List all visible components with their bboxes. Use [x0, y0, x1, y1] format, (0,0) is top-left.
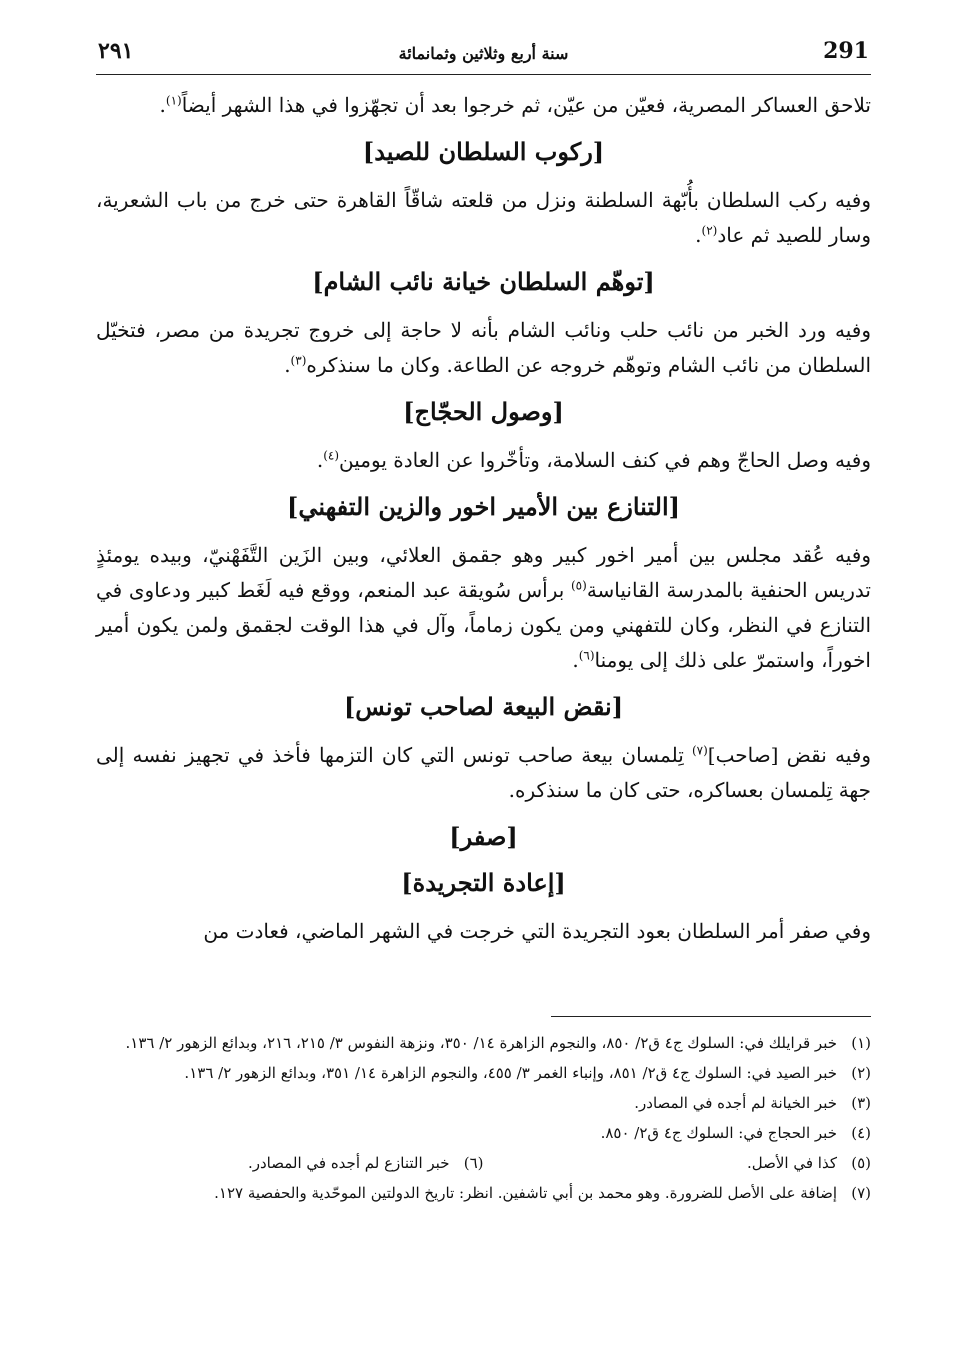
footnotes	[96, 1030, 871, 1210]
section-heading: [إعادة التجريدة]	[401, 868, 566, 897]
section-heading: [نقض البيعة لصاحب تونس]	[343, 692, 624, 721]
paragraph: وفيه نقض [صاحب]$^{(٧)}$ تِلمسان بيعة صاحب تونس التي كان التزمها فأخذ في تجهيز نفسه إلى جهة تِلمسان بعساكره، حتى كان ما سنذكره.	[96, 743, 871, 802]
paragraph: وفيه ورد الخبر من نائب حلب ونائب الشام بأنه لا حاجة إلى خروج تجريدة من مصر، فتخيّل السلطان من نائب الشام وتوهّم خروجه عن الطاعة. وكان ما سنذكره$^{(٣)}$.	[96, 318, 871, 377]
footnote-ref: (٧)	[691, 743, 708, 758]
footnote-ref: (٣)	[290, 353, 307, 368]
paragraph-continued: تلاحق العساكر المصرية، فعيّن من عيّن، ثم خرجوا بعد أن تجهّزوا في هذا الشهر أيضاً$^{(١)}$.	[159, 93, 871, 117]
running-title: سنة أربع وثلاثين وثمانمائة	[398, 44, 569, 63]
footnote-separator	[551, 1016, 871, 1017]
page-number-latin: 291	[823, 38, 869, 64]
footnote-6: (٦) خبر التنازع لم أجده في المصادر.	[247, 1154, 484, 1172]
section-heading: [توهّم السلطان خيانة نائب الشام]	[312, 267, 655, 296]
month-heading: [صفر]	[449, 822, 518, 851]
paragraph: وفيه ركب السلطان بأُبّهة السلطنة ونزل من قلعته شاقّاً القاهرة حتى خرج من باب الشعرية، وسار للصيد ثم عاد$^{(٢)}$.	[96, 188, 871, 247]
footnote-7: (٧) إضافة على الأصل للضرورة. وهو محمد بن أبي تاشفين. انظر: تاريخ الدولتين الموحّدية والحفصية ١٢٧.	[214, 1184, 871, 1202]
footnote-ref: (١)	[165, 93, 182, 108]
page-header	[96, 30, 871, 75]
footnote-row	[96, 1150, 871, 1180]
paragraph: وفيه عُقد مجلس بين أمير اخور كبير وهو جقمق العلائي، وبين الزَين التَّفَهْنيّ، وبيده يومئذٍ تدريس الحنفية بالمدرسة القانياسة$^{(٥)}$ برأس سُويقة عبد المنعم، ووقع فيه لَغَط كبير ودعاوى في التنازع في النظر، وكان للتفهني ومن يكون زماماً، وآل في هذا الوقت لجقمق ولمن يكون أمير اخوراً، واستمرّ على ذلك إلى يومنا$^{(٦)}$.	[96, 543, 871, 672]
section-heading: [ركوب السلطان للصيد]	[362, 137, 605, 166]
footnote-2: (٢) خبر الصيد في: السلوك ج٤ ق٢/ ٨٥١، وإنباء الغمر ٣/ ٤٥٥، والنجوم الزاهرة ١٤/ ٣٥١، وبدائع الزهور ٢/ ١٣٦.	[184, 1064, 871, 1082]
footnote-1: (١) خبر قرايلك في: السلوك ج٤ ق٢/ ٨٥٠، والنجوم الزاهرة ١٤/ ٣٥٠، ونزهة النفوس ٣/ ٢١٥، ٢١٦، وبدائع الزهور ٢/ ١٣٦.	[125, 1034, 871, 1052]
book-page	[96, 30, 871, 1340]
footnote-5: (٥) كذا في الأصل.	[747, 1154, 871, 1172]
footnote-ref: (٥)	[570, 578, 587, 593]
section-heading: [وصول الحجّاج]	[403, 397, 564, 426]
main-text	[96, 88, 871, 949]
footnote-ref: (٤)	[323, 448, 340, 463]
footnote-ref: (٢)	[701, 223, 718, 238]
footnote-ref: (٦)	[578, 648, 595, 663]
paragraph: وفي صفر أمر السلطان بعود التجريدة التي خرجت في الشهر الماضي، فعادت من	[203, 919, 871, 943]
footnote-3: (٣) خبر الخيانة لم أجده في المصادر.	[634, 1094, 871, 1112]
footnote-4: (٤) خبر الحجاج في: السلوك ج٤ ق٢/ ٨٥٠.	[600, 1124, 871, 1142]
paragraph: وفيه وصل الحاجّ وهم في كنف السلامة، وتأخّروا عن العادة يومين$^{(٤)}$.	[316, 448, 871, 472]
section-heading: [التنازع بين الأمير اخور والزين التفهني]	[287, 492, 680, 521]
page-number-arabic: ٢٩١	[98, 38, 134, 64]
